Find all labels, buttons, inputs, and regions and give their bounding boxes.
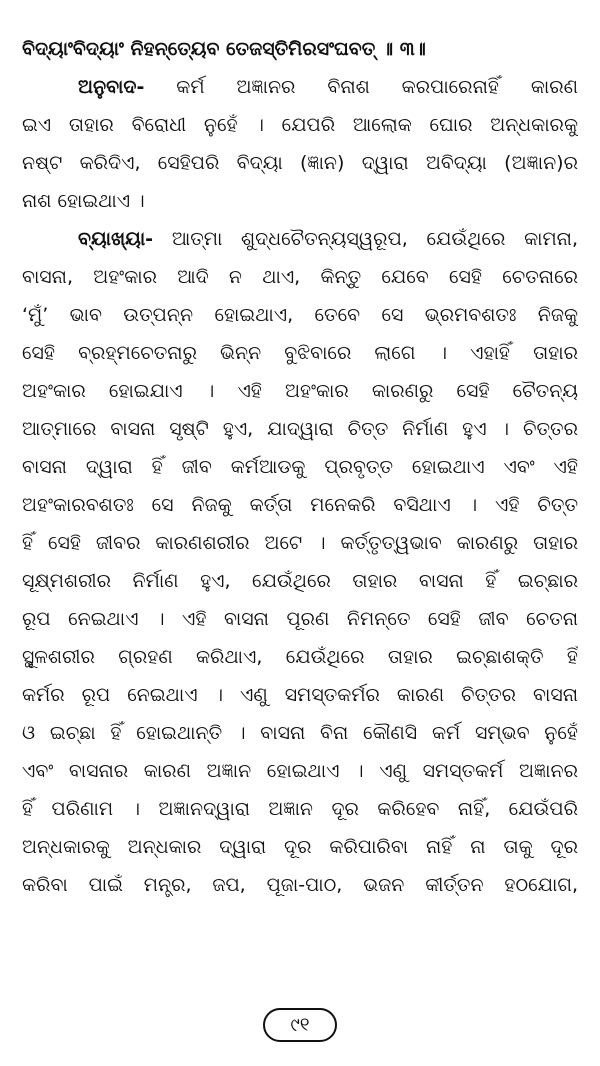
byakhya-line: ସେହି ବ୍ରହ୍ମଚେତନାରୁ ଭିନ୍ନ ବୁଝିବାରେ ଲାଗେ । ଏହାହିଁ ତାହାର	[22, 342, 578, 364]
byakhya-first-line	[22, 220, 578, 258]
byakhya-line: କର୍ମର ରୂପ ନେଇଥାଏ । ଏଣୁ ସମସ୍ତକର୍ମର କାରଣ ଚିତ୍ତର ବାସନା	[22, 684, 578, 706]
anubad-first-line	[22, 68, 578, 106]
byakhya-line: ଅହଂକାର ହୋଇଯାଏ । ଏହି ଅହଂକାର କାରଣରୁ ସେହି ଚୈତନ୍ୟ	[22, 380, 578, 402]
byakhya-line: ଅହଂକାରବଶତଃ ସେ ନିଜକୁ କର୍ତ୍ତା ମନେକରି ବସିଥାଏ । ଏହି ଚିତ୍ତ	[22, 494, 578, 516]
byakhya-label: ବ୍ୟାଖ୍ୟା-	[78, 228, 154, 250]
byakhya-line: ଏବଂ ବାସନାର କାରଣ ଅଜ୍ଞାନ ହୋଇଥାଏ । ଏଣୁ ସମସ୍ତକର୍ମ ଅଜ୍ଞାନର	[22, 760, 578, 782]
byakhya-line: ବାସନା ଦ୍ୱାରା ହିଁ ଜୀବ କର୍ମଆଡକୁ ପ୍ରବୃତ୍ତ ହୋଇଥାଏ ଏବଂ ଏହି	[22, 456, 578, 478]
byakhya-line: ହିଁ ସେହି ଜୀବର କାରଣଶରୀର ଅଟେ । କର୍ତ୍ତୃତ୍ୱଭାବ କାରଣରୁ ତାହାର	[22, 532, 578, 554]
page-number: ୯୧	[263, 1008, 337, 1042]
byakhya-line: ବାସନା, ଅହଂକାର ଆଦି ନ ଥାଏ, କିନ୍ତୁ ଯେବେ ସେହି ଚେତନାରେ	[22, 266, 578, 288]
byakhya-line: କରିବା ପାଇଁ ମନ୍ତ୍ର, ଜପ, ପୂଜା-ପାଠ, ଭଜନ କୀର୍ତ୍ତନ ହଠଯୋଗ,	[22, 874, 578, 896]
byakhya-line: ଓ ଇଚ୍ଛା ହିଁ ହୋଇଥାନ୍ତି । ବାସନା ବିନା କୌଣସି କର୍ମ ସମ୍ଭବ ନୁହେଁ	[22, 722, 578, 744]
byakhya-line: ରୂପ ନେଇଥାଏ । ଏହି ବାସନା ପୂରଣ ନିମନ୍ତେ ସେହି ଜୀବ ଚେତନା	[22, 608, 578, 630]
anubad-line: ଇଏ ତାହାର ବିରୋଧୀ ନୁହେଁ । ଯେପରି ଆଲୋକ ଘୋର ଅନ୍ଧକାରକୁ	[22, 114, 578, 136]
byakhya-line: ସ୍ଥୂଳଶରୀର ଗ୍ରହଣ କରିଥାଏ, ଯେଉଁଥିରେ ତାହାର ଇଚ୍ଛାଶକ୍ତି ହିଁ	[22, 646, 578, 668]
anubad-line: ନଷ୍ଟ କରିଦିଏ, ସେହିପରି ବିଦ୍ୟା (ଜ୍ଞାନ) ଦ୍ୱାରା ଅବିଦ୍ୟା (ଅଜ୍ଞାନ)ର	[22, 152, 578, 174]
verse-line: ବିଦ୍ୟାଂବିଦ୍ୟାଂ ନିହନ୍ତ୍ୟେବ ତେଜସ୍ତିମିରସଂଘବତ୍ ॥ ୩॥	[22, 38, 426, 60]
byakhya-line: ଅନ୍ଧକାରକୁ ଅନ୍ଧକାର ଦ୍ୱାରା ଦୂର କରିପାରିବା ନାହିଁ ନା ତାକୁ ଦୂର	[22, 836, 578, 858]
anubad-text: କର୍ମ ଅଜ୍ଞାନର ବିନାଶ କରପାରେନାହିଁ କାରଣ	[176, 76, 578, 98]
anubad-line: ନାଶ ହୋଇଥାଏ ।	[22, 190, 145, 212]
anubad-label: ଅନୁବାଦ-	[78, 76, 145, 98]
byakhya-line: ହିଁ ପରିଣାମ । ଅଜ୍ଞାନଦ୍ୱାରା ଅଜ୍ଞାନ ଦୂର କରିହେବ ନାହିଁ, ଯେଉଁପରି	[22, 798, 578, 820]
byakhya-line: ‘ମୁଁ’ ଭାବ ଉତ୍ପନ୍ନ ହୋଇଥାଏ, ତେବେ ସେ ଭ୍ରମବଶତଃ ନିଜକୁ	[22, 304, 578, 326]
byakhya-text: ଆତ୍ମା ଶୁଦ୍ଧଚୈତନ୍ୟସ୍ୱରୂପ, ଯେଉଁଥିରେ କାମନା,	[171, 228, 578, 250]
byakhya-line: ଆତ୍ମାରେ ବାସନା ସୃଷ୍ଟି ହୁଏ, ଯାଦ୍ୱାରା ଚିତ୍ତ ନିର୍ମାଣ ହୁଏ । ଚିତ୍ତର	[22, 418, 578, 440]
byakhya-line: ସୂକ୍ଷ୍ମଶରୀର ନିର୍ମାଣ ହୁଏ, ଯେଉଁଥିରେ ତାହାର ବାସନା ହିଁ ଇଚ୍ଛାର	[22, 570, 578, 592]
